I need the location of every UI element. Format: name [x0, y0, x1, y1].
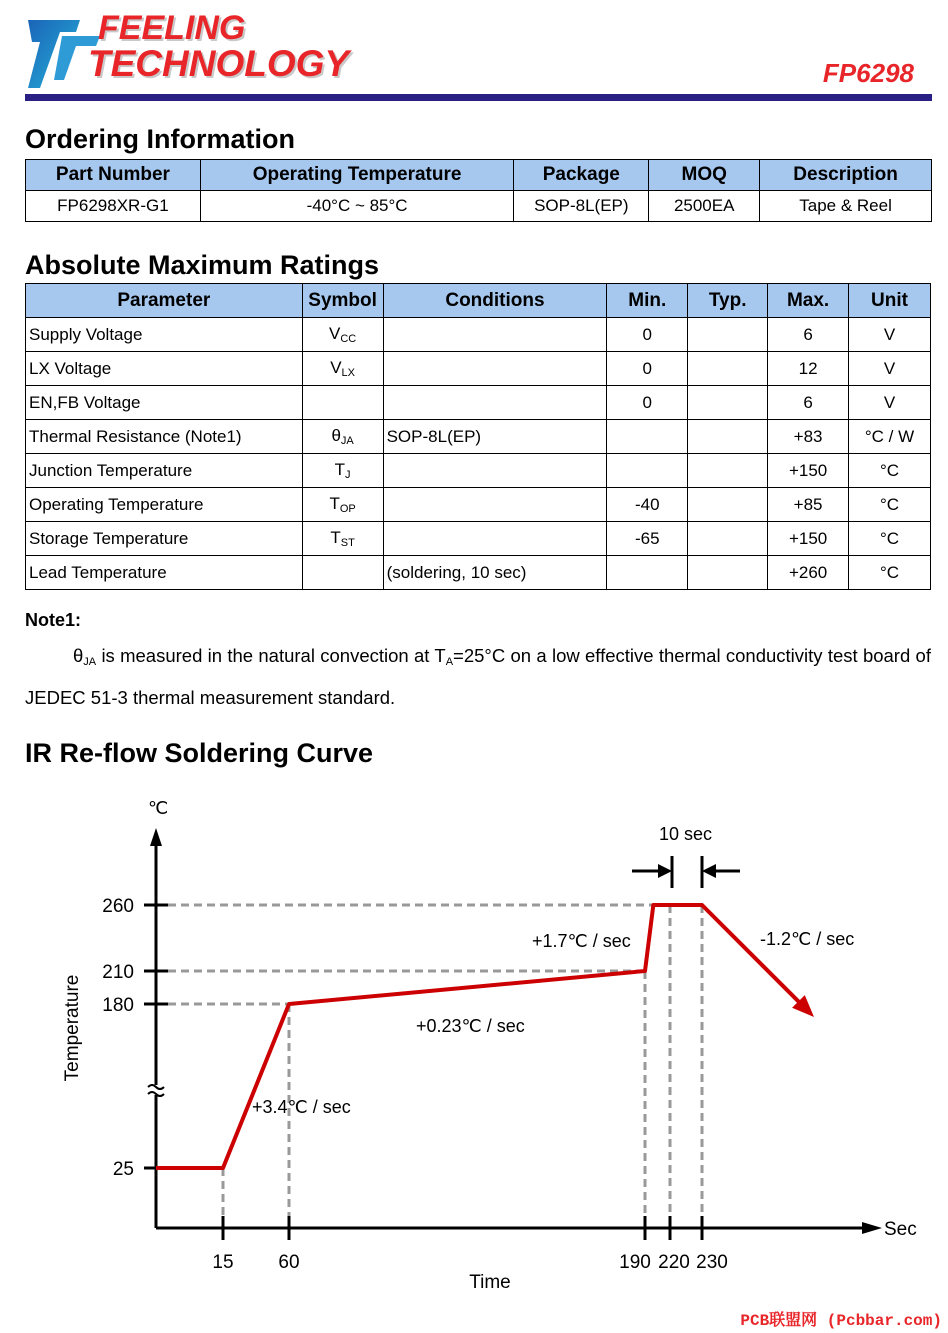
note-text-b: =25°C on a low effective thermal conductivity test board of JEDEC 51-3 thermal measurement standard. — [25, 645, 931, 708]
cell-min: -65 — [607, 522, 688, 556]
symbol-text: V — [330, 358, 342, 377]
y-tick-label: 25 — [112, 1159, 134, 1180]
table-row — [26, 556, 931, 590]
x-axis-title: Time — [469, 1272, 511, 1293]
x-axis-arrow — [862, 1222, 882, 1234]
cell-symbol — [302, 522, 383, 556]
cell-symbol — [302, 352, 383, 386]
cell-moq: 2500EA — [649, 191, 760, 222]
part-number-title: FP6298 — [822, 58, 914, 88]
cell-parameter: Thermal Resistance (Note1) — [26, 420, 303, 454]
cell-symbol — [302, 454, 383, 488]
cell-op-temp: -40°C ~ 85°C — [200, 191, 514, 222]
ratings-table — [25, 283, 931, 590]
cell-unit: °C — [849, 522, 931, 556]
cell-conditions: SOP-8L(EP) — [383, 420, 607, 454]
cell-min: 0 — [607, 318, 688, 352]
table-row — [26, 522, 931, 556]
cell-parameter: Junction Temperature — [26, 454, 303, 488]
cell-package: SOP-8L(EP) — [514, 191, 649, 222]
col-header: Min. — [607, 284, 688, 318]
cell-max: 6 — [768, 318, 849, 352]
axis-break-icon — [148, 1085, 164, 1096]
symbol-sub: OP — [339, 503, 356, 515]
cell-parameter: Operating Temperature — [26, 488, 303, 522]
cell-symbol — [302, 556, 383, 590]
x-tick-label: 60 — [278, 1252, 300, 1273]
note-symbol: θ — [73, 645, 84, 666]
reflow-curve-line — [156, 905, 804, 1168]
cell-typ — [688, 318, 768, 352]
site-watermark: PCB联盟网 (Pcbbar.com) — [740, 1312, 942, 1330]
symbol-text: θ — [331, 426, 341, 445]
y-unit-label: ℃ — [148, 798, 169, 818]
annotation-ramp-up: +3.4℃ / sec — [252, 1097, 351, 1117]
symbol-text: T — [330, 528, 341, 547]
col-header: Unit — [849, 284, 931, 318]
annotation-ten-sec: 10 sec — [659, 824, 713, 844]
col-header: Description — [760, 160, 932, 191]
cell-typ — [688, 454, 768, 488]
symbol-sub: LX — [341, 367, 356, 379]
logo-line-2: TECHNOLOGY — [88, 43, 350, 84]
note-body — [25, 638, 931, 715]
col-header: Part Number — [26, 160, 201, 191]
annotation-soak: +0.23℃ / sec — [416, 1016, 525, 1036]
ordering-header-row — [26, 160, 932, 191]
cell-part-number: FP6298XR-G1 — [26, 191, 201, 222]
cell-unit: V — [849, 386, 931, 420]
table-row — [26, 420, 931, 454]
cell-parameter: LX Voltage — [26, 352, 303, 386]
cell-max: +150 — [768, 522, 849, 556]
cell-max: +85 — [768, 488, 849, 522]
cell-max: +260 — [768, 556, 849, 590]
cell-symbol — [302, 420, 383, 454]
cell-typ — [688, 386, 768, 420]
annotation-cooling: -1.2℃ / sec — [760, 929, 855, 949]
note-text-a: is measured in the natural convection at T — [96, 645, 446, 666]
cell-max: 12 — [768, 352, 849, 386]
symbol-text: V — [328, 324, 341, 343]
cell-conditions — [383, 488, 607, 522]
cell-symbol — [302, 386, 383, 420]
cell-parameter: Supply Voltage — [26, 318, 303, 352]
cell-symbol — [302, 318, 383, 352]
x-tick-label: 190 — [619, 1252, 651, 1273]
symbol-text: T — [329, 494, 340, 513]
cell-conditions — [383, 352, 607, 386]
cell-min — [607, 454, 688, 488]
reflow-heading: IR Re-flow Soldering Curve — [25, 738, 374, 768]
cell-conditions — [383, 522, 607, 556]
cell-conditions: (soldering, 10 sec) — [383, 556, 607, 590]
cell-max: +83 — [768, 420, 849, 454]
note-symbol-sub: JA — [83, 656, 97, 668]
col-header: Typ. — [688, 284, 768, 318]
symbol-text: T — [334, 460, 346, 479]
ratings-header-row — [26, 284, 931, 318]
cell-unit: °C / W — [849, 420, 931, 454]
y-tick-label: 180 — [102, 995, 134, 1016]
col-header: MOQ — [649, 160, 760, 191]
cell-conditions — [383, 454, 607, 488]
cell-typ — [688, 352, 768, 386]
cell-typ — [688, 522, 768, 556]
ordering-table — [25, 159, 932, 222]
x-tick-label: 220 — [658, 1252, 690, 1273]
col-header: Conditions — [383, 284, 607, 318]
x-tick-label: 15 — [212, 1252, 234, 1273]
table-row — [26, 352, 931, 386]
cell-parameter: Storage Temperature — [26, 522, 303, 556]
cell-unit: °C — [849, 488, 931, 522]
x-tick-label: 230 — [696, 1252, 728, 1273]
col-header: Max. — [768, 284, 849, 318]
note-ta-sub: A — [445, 656, 454, 668]
cell-min: 0 — [607, 352, 688, 386]
guide-lines — [168, 905, 702, 1218]
ten-sec-indicator — [632, 856, 740, 888]
y-axis-title: Temperature — [62, 974, 83, 1082]
tick-marks — [102, 896, 728, 1273]
cell-unit: V — [849, 318, 931, 352]
col-header: Package — [514, 160, 649, 191]
col-header: Operating Temperature — [200, 160, 514, 191]
symbol-sub: ST — [340, 537, 355, 549]
cell-max: +150 — [768, 454, 849, 488]
col-header: Symbol — [302, 284, 383, 318]
ordering-heading: Ordering Information — [25, 124, 295, 154]
symbol-sub: JA — [340, 435, 354, 447]
cell-typ — [688, 488, 768, 522]
ratings-heading: Absolute Maximum Ratings — [25, 250, 380, 280]
cell-unit: V — [849, 352, 931, 386]
cell-description: Tape & Reel — [760, 191, 932, 222]
symbol-sub: J — [345, 469, 351, 481]
cell-min — [607, 556, 688, 590]
y-tick-label: 210 — [102, 962, 134, 983]
table-row — [26, 454, 931, 488]
logo-line-1: FEELING — [98, 9, 246, 47]
header-divider — [25, 94, 932, 101]
cell-conditions — [383, 318, 607, 352]
cell-parameter: EN,FB Voltage — [26, 386, 303, 420]
table-row — [26, 191, 932, 222]
y-tick-label: 260 — [102, 896, 134, 917]
table-row — [26, 488, 931, 522]
cell-unit: °C — [849, 454, 931, 488]
cell-min: 0 — [607, 386, 688, 420]
cell-unit: °C — [849, 556, 931, 590]
cell-typ — [688, 420, 768, 454]
annotation-ramp-peak: +1.7℃ / sec — [532, 931, 631, 951]
company-logo — [26, 9, 350, 90]
table-row — [26, 318, 931, 352]
x-unit-label: Sec — [884, 1219, 917, 1240]
col-header: Parameter — [26, 284, 303, 318]
cell-min: -40 — [607, 488, 688, 522]
logo-wordmark — [88, 10, 349, 82]
note-title: Note1: — [25, 610, 82, 630]
cell-typ — [688, 556, 768, 590]
symbol-sub: CC — [340, 333, 357, 345]
reflow-chart — [50, 790, 917, 1300]
cell-max: 6 — [768, 386, 849, 420]
cell-min — [607, 420, 688, 454]
cell-parameter: Lead Temperature — [26, 556, 303, 590]
y-axis-arrow — [150, 828, 162, 846]
table-row — [26, 386, 931, 420]
cell-symbol — [302, 488, 383, 522]
cell-conditions — [383, 386, 607, 420]
